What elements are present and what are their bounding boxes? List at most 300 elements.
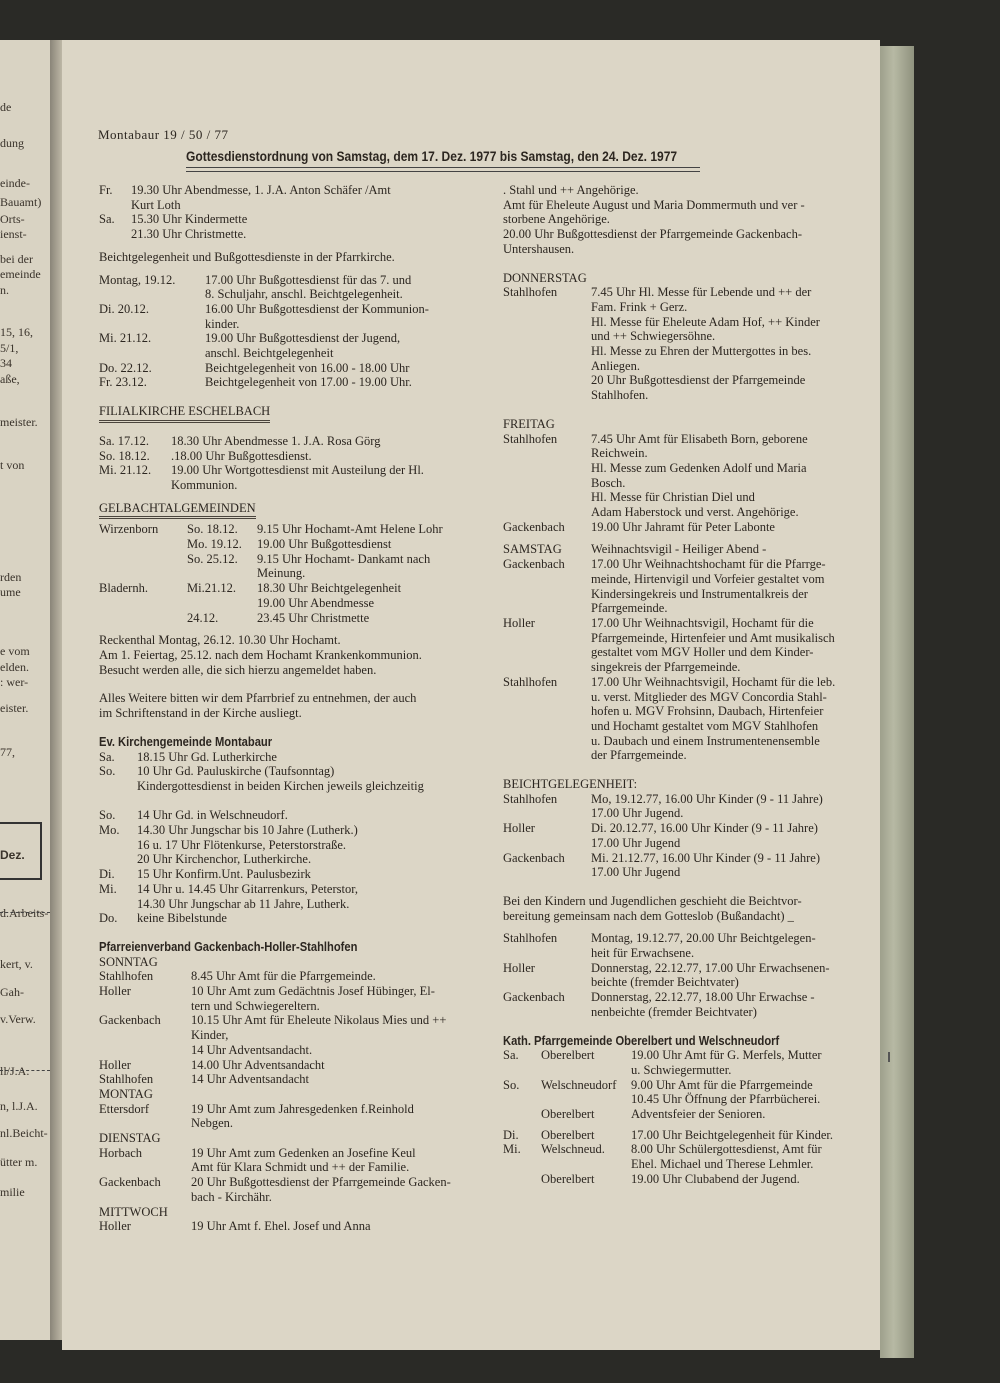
entry-line: 21.30 Uhr Christmette. xyxy=(131,227,247,242)
left-page-text: t von xyxy=(0,458,25,472)
spacer xyxy=(503,880,873,894)
entry-line: singekreis der Pfarrgemeinde. xyxy=(591,660,741,675)
entry-line: Hl. Messe für Eheleute Adam Hof, ++ Kinder xyxy=(591,314,820,329)
entry-line: Hl. Messe zum Gedenken Adolf und Maria xyxy=(591,460,807,475)
note-line: Bei den Kindern und Jugendlichen geschieht die Beichtvor- xyxy=(503,893,802,908)
entry-text xyxy=(191,1058,484,1073)
day-label: Di. xyxy=(503,1127,519,1142)
entry-line: 14 Uhr Adventsandacht xyxy=(191,1072,310,1087)
place-label xyxy=(99,611,187,626)
entry-line: Hl. Messe für Christian Diel und xyxy=(591,490,755,505)
spacer xyxy=(99,721,484,735)
entry-line: heit für Erwachsene. xyxy=(591,946,695,961)
entry-line: 14 Uhr Adventsandacht. xyxy=(191,1042,313,1057)
spacer xyxy=(99,677,484,691)
entry-text xyxy=(171,463,484,492)
note-line: im Schriftenstand in der Kirche ausliegt. xyxy=(99,706,302,721)
entry-line: Reichwein. xyxy=(591,446,648,461)
entry-line: Kurt Loth xyxy=(131,197,181,212)
entry-line: u. verst. Mitglieder des MGV Concordia Stahl- xyxy=(591,689,827,704)
entry-label: Di. 20.12. xyxy=(99,301,149,316)
entry-text xyxy=(591,851,873,880)
filial-entry xyxy=(99,434,484,449)
entry-text xyxy=(137,882,484,911)
entry-text xyxy=(257,581,484,610)
adult-confession-entry xyxy=(503,931,873,960)
ev-entry xyxy=(99,823,484,867)
confession-entry xyxy=(99,273,484,302)
left-page-text: eister. xyxy=(0,701,29,715)
entry-line: nenbeichte (fremder Beichtvater) xyxy=(591,1004,757,1019)
date-label: Mo. 19.12. xyxy=(187,537,242,552)
entry-line: Adventsfeier der Senioren. xyxy=(631,1107,766,1122)
place-label xyxy=(99,552,187,581)
note: Beichtgelegenheit und Bußgottesdienste in der Pfarrkirche. xyxy=(99,249,395,264)
ev-entry xyxy=(99,750,484,765)
entry-label: Mo. xyxy=(99,823,120,837)
entry-label: SAMSTAG xyxy=(503,542,562,557)
entry-text xyxy=(591,961,873,990)
entry-line: Hl. Messe zu Ehren der Muttergottes in bes. xyxy=(591,344,812,359)
left-page-text: emeinde xyxy=(0,267,41,281)
spacer xyxy=(503,534,873,542)
gelbach-entry xyxy=(99,611,484,626)
day-heading: DIENSTAG xyxy=(99,1131,161,1146)
entry-text xyxy=(137,823,484,867)
day-label xyxy=(503,1107,541,1122)
entry-label: Gackenbach xyxy=(503,990,565,1005)
entry-line: Kinder, xyxy=(191,1028,229,1043)
entry-line: 7.45 Uhr Hl. Messe für Lebende und ++ der xyxy=(591,285,812,300)
entry-label: Sa. xyxy=(99,749,115,764)
entry-line: 17.00 Uhr Jugend. xyxy=(591,806,684,821)
day-heading: MONTAG xyxy=(99,1086,153,1101)
entry-label: Mi. xyxy=(99,881,117,896)
entry-label: Stahlhofen xyxy=(503,674,558,689)
entry-label: Holler xyxy=(503,821,535,836)
entry-line: gestaltet vom MGV Holler und dem Kinder- xyxy=(591,645,814,660)
entry-text xyxy=(191,969,484,984)
entry-text xyxy=(631,1078,873,1107)
left-page-text: 5/1, xyxy=(0,341,19,355)
entry-label: Gackenbach xyxy=(503,850,565,865)
entry-text xyxy=(591,821,873,850)
place-label: Welschneudorf xyxy=(541,1077,617,1092)
entry-line: der Pfarrgemeinde. xyxy=(591,748,687,763)
margin-mark xyxy=(888,1052,890,1062)
thursday-entry xyxy=(503,285,873,403)
entry-text xyxy=(191,1146,484,1175)
entry-text xyxy=(631,1172,873,1187)
entry-text xyxy=(591,931,873,960)
entry-label: Holler xyxy=(503,960,535,975)
place-label: Oberelbert xyxy=(541,1127,595,1142)
entry-label: Do. xyxy=(99,911,118,926)
reckenthal-line: Reckenthal Montag, 26.12. 10.30 Uhr Hochamt. xyxy=(99,633,341,648)
spacer xyxy=(99,390,484,404)
entry-label: Holler xyxy=(99,1057,131,1072)
entry-line: 19.30 Uhr Abendmesse, 1. J.A. Anton Schäfer /Amt xyxy=(131,183,391,197)
left-page-text: e vom xyxy=(0,644,30,658)
continued-line: storbene Angehörige. xyxy=(503,212,610,227)
left-page-text: ll/J.A. xyxy=(0,1064,30,1078)
entry-line: 8.00 Uhr Schülergottesdienst, Amt für xyxy=(631,1142,822,1157)
entry-line: 10 Uhr Gd. Pauluskirche (Taufsonntag) xyxy=(137,764,335,779)
entry-label: Stahlhofen xyxy=(503,931,558,946)
entry-line: 10 Uhr Amt zum Gedächtnis Josef Hübinger, El- xyxy=(191,984,435,999)
entry-line: und ++ Schwiegersöhne. xyxy=(591,329,716,344)
entry-text xyxy=(631,1048,873,1077)
day-label: So. xyxy=(503,1077,520,1092)
entry-line: 19.00 Uhr Abendmesse xyxy=(257,595,374,610)
left-page-text: 77, xyxy=(0,745,15,759)
entry-line: 19.00 Uhr Wortgottesdienst mit Austeilung der Hl. xyxy=(171,463,424,478)
page-title: Gottesdienstordnung von Samstag, dem 17. Dez. 1977 bis Samstag, den 24. Dez. 1977 xyxy=(186,148,678,164)
place-label: Welschneud. xyxy=(541,1142,605,1157)
entry-text xyxy=(591,557,873,616)
pfv-entry xyxy=(99,969,484,984)
left-page-text: 15, 16, xyxy=(0,325,33,339)
left-page-text: Gah- xyxy=(0,985,24,999)
entry-line: 10.15 Uhr Amt für Eheleute Nikolaus Mies und ++ xyxy=(191,1013,447,1028)
entry-line: 17.00 Uhr Weihnachtsvigil, Hochamt für die xyxy=(591,615,814,630)
entry-label: Stahlhofen xyxy=(503,431,558,446)
spacer xyxy=(503,923,873,931)
title-underline xyxy=(186,167,700,172)
pfv-entry xyxy=(99,1102,484,1131)
left-page-text: n. xyxy=(0,283,9,297)
left-page-text: d.Arbeits- xyxy=(0,906,49,920)
entry-line: 14.00 Uhr Adventsandacht xyxy=(191,1057,325,1072)
filial-entry xyxy=(99,463,484,492)
entry-line: Pfarrgemeinde, Hirtenfeier und Amt musikalisch xyxy=(591,630,835,645)
section-title: Kath. Pfarrgemeinde Oberelbert und Welschneudorf xyxy=(503,1032,780,1048)
entry-line: Meinung. xyxy=(257,566,306,581)
entry-line: 19.00 Uhr Amt für G. Merfels, Mutter xyxy=(631,1048,822,1063)
entry-line: 17.00 Uhr Bußgottesdienst für das 7. und xyxy=(205,272,412,287)
confession-entry xyxy=(503,821,873,850)
section-heading xyxy=(99,404,484,426)
entry-line: 17.00 Uhr Weihnachtsvigil, Hochamt für die leb. xyxy=(591,674,836,689)
entry-line: meinde, Hirtenvigil und Vorfeier gestaltet vom xyxy=(591,571,825,586)
left-page-text: v.Verw. xyxy=(0,1012,36,1026)
entry-line: 15 Uhr Konfirm.Unt. Paulusbezirk xyxy=(137,867,311,882)
entry-text xyxy=(191,1175,484,1204)
section-title: FILIALKIRCHE ESCHELBACH xyxy=(99,404,270,423)
entry-label: Mi. 21.12. xyxy=(99,331,152,346)
entry-line: Weihnachtsvigil - Heiliger Abend - xyxy=(591,542,767,557)
entry-line: 10.45 Uhr Öffnung der Pfarrbücherei. xyxy=(631,1092,821,1107)
entry-line: u. Daubach und einem Instrumentenensemble xyxy=(591,733,820,748)
entry-text xyxy=(137,794,484,809)
entry-line: 9.15 Uhr Hochamt-Amt Helene Lohr xyxy=(257,522,443,537)
entry-text xyxy=(591,542,873,557)
confession-entry xyxy=(99,302,484,331)
entry-line: und Hochamt gestaltet vom MGV Stahlhofen xyxy=(591,718,819,733)
entry-label: Gackenbach xyxy=(503,557,565,572)
entry-line: 20 Uhr Bußgottesdienst der Pfarrgemeinde Gacken- xyxy=(191,1175,451,1190)
left-page-text: kert, v. xyxy=(0,957,33,971)
entry-line: 18.15 Uhr Gd. Lutherkirche xyxy=(137,749,277,764)
page-header: Montabaur 19 / 50 / 77 xyxy=(98,127,229,142)
left-page-text: bei der xyxy=(0,252,33,266)
pfv-entry xyxy=(99,984,484,1013)
entry-line: Amt für Klara Schmidt und ++ der Familie. xyxy=(191,1160,410,1175)
left-page-text: rden xyxy=(0,570,22,584)
date-label: So. 25.12. xyxy=(187,551,238,566)
entry-text xyxy=(137,867,484,882)
entry-line: 19 Uhr Amt zum Gedenken an Josefine Keul xyxy=(191,1145,416,1160)
entry-line: 14.30 Uhr Jungschar bis 10 Jahre (Lutherk.) xyxy=(137,823,358,837)
spacer xyxy=(99,242,484,250)
left-page-text: aße, xyxy=(0,372,20,386)
entry-line: tern und Schwiegereltern. xyxy=(191,998,320,1013)
service-entry xyxy=(99,183,484,212)
entry-line: Ehel. Michael und Therese Lehmler. xyxy=(631,1157,814,1172)
entry-text xyxy=(191,1072,484,1087)
day-label: Mi. xyxy=(503,1142,521,1157)
entry-label: Stahlhofen xyxy=(503,791,558,806)
continued-line: . Stahl und ++ Angehörige. xyxy=(503,183,639,197)
entry-label: Fr. xyxy=(99,183,113,197)
place-label xyxy=(99,537,187,552)
day-heading: DONNERSTAG xyxy=(503,270,587,285)
day-heading: FREITAG xyxy=(503,416,555,431)
entry-line: Mo, 19.12.77, 16.00 Uhr Kinder (9 - 11 Jahre) xyxy=(591,791,823,806)
section-heading: BEICHTGELEGENHEIT: xyxy=(503,777,638,792)
place-label: Oberelbert xyxy=(541,1171,595,1186)
entry-line: 19.00 Uhr Bußgottesdienst der Jugend, xyxy=(205,331,401,346)
saturday-entry xyxy=(503,616,873,675)
entry-line: 20 Uhr Bußgottesdienst der Pfarrgemeinde xyxy=(591,373,806,388)
entry-line: Beichtgelegenheit von 17.00 - 19.00 Uhr. xyxy=(205,375,412,390)
kath-entry xyxy=(503,1078,873,1107)
left-page-text: ütter m. xyxy=(0,1155,38,1169)
entry-label: Gackenbach xyxy=(99,1175,161,1190)
entry-text xyxy=(191,1219,484,1234)
entry-line: bach - Kirchähr. xyxy=(191,1189,272,1204)
section-title: Pfarreienverband Gackenbach-Holler-Stahlhofen xyxy=(99,938,358,954)
place-label: Bladernh. xyxy=(99,581,148,596)
entry-line: Pfarrgemeinde. xyxy=(591,601,668,616)
entry-line: 14 Uhr u. 14.45 Uhr Gitarrenkurs, Peterstor, xyxy=(137,881,358,896)
kath-entry xyxy=(503,1107,873,1122)
entry-line: 16.00 Uhr Bußgottesdienst der Kommunion- xyxy=(205,301,429,316)
ev-entry xyxy=(99,794,484,809)
reckenthal-line: Am 1. Feiertag, 25.12. nach dem Hochamt Krankenkommunion. xyxy=(99,647,422,662)
filial-entry xyxy=(99,449,484,464)
continued-line: Amt für Eheleute August und Maria Dommermuth und ver - xyxy=(503,197,805,212)
section-heading xyxy=(99,501,484,523)
entry-text xyxy=(205,361,484,376)
entry-label: Mi. 21.12. xyxy=(99,463,152,478)
entry-text xyxy=(631,1142,873,1171)
entry-label: Stahlhofen xyxy=(99,969,154,984)
entry-line: Kindersingekreis und Instrumentalkreis der xyxy=(591,586,808,601)
entry-text xyxy=(631,1128,873,1143)
entry-label: Stahlhofen xyxy=(99,1072,154,1087)
entry-text xyxy=(205,375,484,390)
entry-text xyxy=(257,611,484,626)
entry-line: 17.00 Uhr Weihnachtshochamt für die Pfarrge- xyxy=(591,557,826,572)
day-label: Sa. xyxy=(503,1048,519,1063)
entry-line: 14 Uhr Gd. in Welschneudorf. xyxy=(137,808,288,823)
entry-text xyxy=(591,285,873,403)
continued-line: Untershausen. xyxy=(503,241,575,256)
entry-line: Stahlhofen. xyxy=(591,388,649,403)
spacer xyxy=(503,1020,873,1034)
left-page-text: dung xyxy=(0,136,24,150)
entry-text xyxy=(631,1107,873,1122)
day-heading: SONNTAG xyxy=(99,954,158,969)
place-label: Wirzenborn xyxy=(99,522,159,537)
entry-text xyxy=(257,552,484,581)
entry-line: 15.30 Uhr Kindermette xyxy=(131,212,248,227)
entry-label: So. xyxy=(99,764,116,779)
section-title: GELBACHTALGEMEINDEN xyxy=(99,501,256,520)
entry-label: Di. xyxy=(99,867,115,882)
note-line: Alles Weitere bitten wir dem Pfarrbrief zu entnehmen, der auch xyxy=(99,691,417,706)
entry-text xyxy=(137,808,484,823)
gelbach-entry xyxy=(99,522,484,537)
entry-label: Gackenbach xyxy=(503,519,565,534)
spacer xyxy=(99,493,484,501)
entry-line: Donnerstag, 22.12.77, 17.00 Uhr Erwachsenen- xyxy=(591,960,830,975)
entry-line: 19 Uhr Amt zum Jahresgedenken f.Reinhold xyxy=(191,1101,414,1116)
ev-entry xyxy=(99,764,484,793)
entry-line: 17.00 Uhr Jugend xyxy=(591,865,681,880)
spacer xyxy=(99,625,484,633)
entry-line: Nebgen. xyxy=(191,1116,233,1131)
service-entry xyxy=(99,212,484,241)
pfv-entry xyxy=(99,1013,484,1057)
date-label: Mi.21.12. xyxy=(187,581,236,596)
friday-entry xyxy=(503,432,873,520)
note-line: bereitung gemeinsam nach dem Gotteslob (Bußandacht) _ xyxy=(503,908,794,923)
entry-line: Bosch. xyxy=(591,475,626,490)
entry-line: Kommunion. xyxy=(171,477,238,492)
entry-text xyxy=(205,331,484,360)
entry-line: 17.00 Uhr Jugend xyxy=(591,835,681,850)
left-page-text: ume xyxy=(0,585,21,599)
entry-text xyxy=(131,183,484,212)
entry-label: Stahlhofen xyxy=(503,285,558,300)
entry-line xyxy=(137,794,484,809)
entry-line: Donnerstag, 22.12.77, 18.00 Uhr Erwachse - xyxy=(591,990,815,1005)
entry-text xyxy=(171,449,484,464)
entry-text xyxy=(257,522,484,537)
entry-line: Kindergottesdienst in beiden Kirchen jeweils gleichzeitig xyxy=(137,778,424,793)
entry-line: Di. 20.12.77, 16.00 Uhr Kinder (9 - 11 Jahre) xyxy=(591,821,818,836)
entry-line: 9.00 Uhr Amt für die Pfarrgemeinde xyxy=(631,1077,813,1092)
ev-entry xyxy=(99,911,484,926)
entry-text xyxy=(191,1013,484,1057)
place-label: Oberelbert xyxy=(541,1048,595,1063)
entry-line: 8.45 Uhr Amt für die Pfarrgemeinde. xyxy=(191,969,376,984)
entry-label: Fr. 23.12. xyxy=(99,375,147,390)
left-page-text: elden. xyxy=(0,660,29,674)
kath-entry xyxy=(503,1142,873,1171)
left-column xyxy=(99,183,484,1234)
entry-text xyxy=(591,432,873,520)
entry-line: Adam Haberstock und verst. Angehörige. xyxy=(591,505,799,520)
entry-text xyxy=(591,792,873,821)
spacer xyxy=(99,926,484,940)
entry-line: Fam. Frink + Gerz. xyxy=(591,299,688,314)
section-title: Ev. Kirchengemeinde Montabaur xyxy=(99,733,273,749)
left-page-text: einde- xyxy=(0,176,30,190)
entry-text xyxy=(137,764,484,793)
entry-line: 8. Schuljahr, anschl. Beichtgelegenheit. xyxy=(205,287,403,302)
left-page-text: Bauamt) xyxy=(0,195,42,209)
saturday-entry xyxy=(503,675,873,763)
confession-entry xyxy=(99,375,484,390)
entry-text xyxy=(205,302,484,331)
entry-text xyxy=(257,537,484,552)
entry-line: Mi. 21.12.77, 16.00 Uhr Kinder (9 - 11 Jahre) xyxy=(591,850,821,865)
entry-text xyxy=(591,990,873,1019)
pfv-entry xyxy=(99,1072,484,1087)
ev-entry xyxy=(99,867,484,882)
entry-text xyxy=(137,750,484,765)
entry-label xyxy=(99,794,137,809)
entry-label: Sa. 17.12. xyxy=(99,433,149,448)
entry-line: 16 u. 17 Uhr Flötenkurse, Peterstorstraße. xyxy=(137,837,346,852)
pfv-entry xyxy=(99,1175,484,1204)
left-page-text: n, l.J.A. xyxy=(0,1099,38,1113)
entry-line: 19.00 Uhr Clubabend der Jugend. xyxy=(631,1171,800,1186)
left-page-text: 34 xyxy=(0,356,12,370)
spacer xyxy=(503,763,873,777)
left-page-text: Orts- xyxy=(0,212,25,226)
entry-label: So. xyxy=(99,808,116,823)
entry-line: 19.00 Uhr Bußgottesdienst xyxy=(257,537,392,552)
entry-text xyxy=(591,616,873,675)
entry-line: 23.45 Uhr Christmette xyxy=(257,610,370,625)
ev-entry xyxy=(99,808,484,823)
confession-entry xyxy=(503,792,873,821)
spacer xyxy=(99,426,484,434)
kath-entry xyxy=(503,1048,873,1077)
entry-line: 19.00 Uhr Jahramt für Peter Labonte xyxy=(591,519,775,534)
kath-entry xyxy=(503,1172,873,1187)
entry-line: 20 Uhr Kirchenchor, Lutherkirche. xyxy=(137,852,312,867)
confession-entry xyxy=(503,851,873,880)
continued-line: 20.00 Uhr Bußgottesdienst der Pfarrgemeinde Gackenbach- xyxy=(503,227,802,242)
spacer xyxy=(503,257,873,271)
entry-line: 17.00 Uhr Beichtgelegenheit für Kinder. xyxy=(631,1127,834,1142)
entry-line: keine Bibelstunde xyxy=(137,911,227,926)
date-label: So. 18.12. xyxy=(187,522,238,537)
left-page-text: milie xyxy=(0,1185,25,1199)
entry-line: .18.00 Uhr Bußgottesdienst. xyxy=(171,448,312,463)
entry-line: Beichtgelegenheit von 16.00 - 18.00 Uhr xyxy=(205,360,410,375)
pfv-entry xyxy=(99,1219,484,1234)
saturday-entry xyxy=(503,542,873,557)
entry-label: Gackenbach xyxy=(99,1013,161,1028)
entry-line: Montag, 19.12.77, 20.00 Uhr Beichtgelegen- xyxy=(591,931,816,946)
entry-label: Holler xyxy=(503,615,535,630)
entry-line: hofen u. MGV Frohsinn, Daubach, Hirtenfeier xyxy=(591,704,824,719)
entry-line: anschl. Beichtgelegenheit xyxy=(205,346,334,361)
entry-label: Holler xyxy=(99,984,131,999)
entry-line: beichte (fremder Beichtvater) xyxy=(591,975,739,990)
entry-line: kinder. xyxy=(205,316,240,331)
place-label: Oberelbert xyxy=(541,1107,595,1122)
left-page-text: nl.Beicht- xyxy=(0,1126,48,1140)
friday-entry xyxy=(503,520,873,535)
left-page-text: Dez. xyxy=(0,848,25,862)
